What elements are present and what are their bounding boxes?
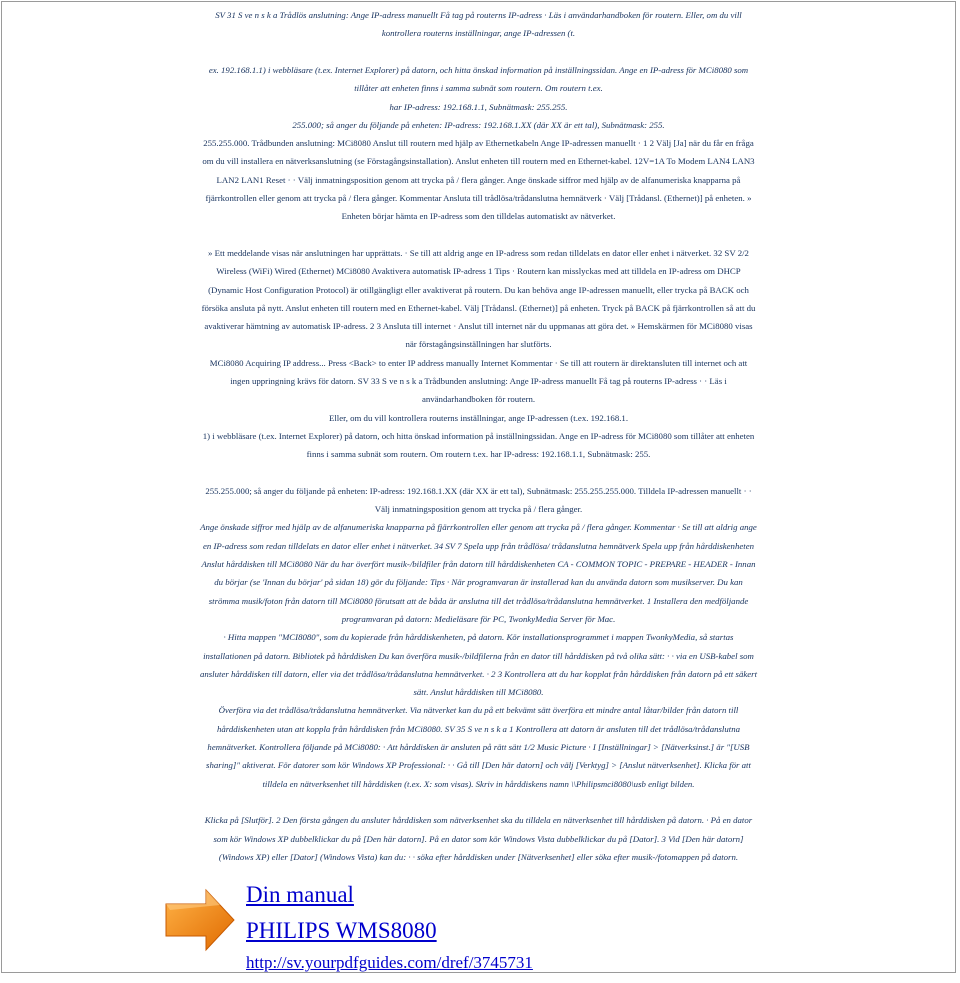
text-line: en IP-adress som redan tilldelats en dator eller enhet i nätverket. 34 SV 7 Spela upp från trådlösa/ trådanslutna hemnätverk Spela upp från hårddiskenheten [202,540,755,551]
text-line: fjärrkontrollen eller genom att trycka på / flera gånger. Kommentar Ansluta till trådlösa/trådanslutna hemnätverk · Välj [Trådansl. (Ethernet)] på enheten. » [205,193,752,203]
text-line: SV 31 S ve n s k a Trådlös anslutning: Ange IP-adress manuellt Få tag på routerns IP-adress · Läs i användarhandboken för routern. Eller, om du vill [215,10,742,20]
text-line: sharing]" aktiverat. För datorer som kör Windows XP Professional: · · Gå till [Den här datorn] och välj [Verktyg] > [Anslut nätverksenhet]. Klicka för att [206,760,751,771]
text-line: Välj inmatningsposition genom att trycka på / flera gånger. [374,504,583,515]
text-line: som kör Windows XP dubbelklickar du på [Den här datorn]. På en dator som kör Windows Vista dubbelklickar du på [Dator]. 3 Vid [Den här datorn] [213,833,744,844]
text-line: om du vill installera en nätverksanslutning (se Förstagångsinstallation). Anslut enheten till routern med en Ethernet-kabel. 12V=1A To Modem LAN4 LAN3 [202,156,755,167]
text-line: strömma musik/foton från datorn till MCi8080 förutsatt att de båda är anslutna till det trådlösa/trådanslutna hemnätverket. 1 Installera den medföljande [208,595,749,606]
text-line: 255.000; så anger du följande på enheten: IP-adress: 192.168.1.XX (där XX är ett tal), Subnätmask: 255. [292,119,665,130]
text-line: MCi8080 Acquiring IP address... Press <Back> to enter IP address manually Internet Kommentar · Se till att routern är direktansluten till internet och att [209,357,748,368]
text-line: installationen på datorn. Bibliotek på hårddisken Du kan överföra musik-/bildfilerna från en dator till hårddisken på två olika sätt: · · via en USB-kabel som [203,650,754,661]
text-line: sätt. Anslut hårddisken till MCi8080. [413,687,544,698]
text-line: 1) i webbläsare (t.ex. Internet Explorer) på datorn, och hitta önskad information på inställningssidan. Ange en IP-adress för MCi8080 som tillåter att enheten [202,430,755,441]
text-line: 255.255.000; så anger du följande på enheten: IP-adress: 192.168.1.XX (där XX är ett tal), Subnätmask: 255.255.255.000. Tilldela IP-adressen manuellt · · [205,485,752,496]
text-line: (Windows XP) eller [Dator] (Windows Vista) kan du: · · söka efter hårddisken under [Nätverksenhet] eller söka efter musik-/fotomappen på datorn. [218,851,739,862]
text-line: hemnätverket. Kontrollera följande på MCi8080: · Att hårddisken är ansluten på rätt sätt 1/2 Music Picture · I [Inställningar] > [Nätverksinst.] är "[USB [207,742,750,752]
text-line: · Hitta mappen "MCI8080", som du kopierade från hårddiskenheten, på datorn. Kör installationsprogrammet i mappen TwonkyMedia, så startas [223,632,734,643]
text-line: ingen uppringning krävs för datorn. SV 33 S ve n s k a Trådbunden anslutning: Ange IP-adress manuellt Få tag på routerns IP-adress · · Läs i [230,376,727,386]
text-line: när förstagångsinställningen har slutförts. [405,339,552,350]
text-line: LAN2 LAN1 Reset · · Välj inmatningsposition genom att trycka på / flera gånger. Ange önskade siffror med hjälp av de alfanumeriska knapparna på [216,174,741,185]
text-line: » Ett meddelande visas när anslutningen har upprättats. · Se till att aldrig ange en IP-adress som redan tilldelats en dator eller enhet i nätverket. 32 SV 2/2 [208,247,749,258]
text-line: Eller, om du vill kontrollera routerns inställningar, ange IP-adressen (t.ex. 192.168.1. [328,412,629,423]
arrow-logo-icon [162,886,238,958]
manual-link[interactable]: Din manual [246,882,354,907]
text-line: avaktiverar hämtning av automatisk IP-adress. 2 3 Ansluta till internet · Anslut till internet när du uppmanas att göra det. » Hemskärmen för MCi8080 visas [204,321,753,332]
text-line: ansluter hårddisken till datorn, eller via det trådlösa/trådanslutna hemnätverket. · 2 3 Kontrollera att du har kopplat från hårddisken från datorn på ett säkert [199,668,758,679]
text-line: Klicka på [Slutför]. 2 Den första gången du ansluter hårddisken som nätverksenhet ska du tilldela en nätverksenhet till hårddisken på datorn. · På en dator [204,815,753,826]
text-line: programvaran på datorn: Medieläsare för PC, TwonkyMedia Server för Mac. [341,613,616,624]
text-line: Anslut hårddisken till MCi8080 När du har överfört musik-/bildfiler från datorn till hårddiskenheten CA - COMMON TOPIC - PREPARE - HEADER - Innan [201,559,756,569]
text-line: (Dynamic Host Configuration Protocol) är otillgängligt eller avaktiverat på routern. Du kan behöva ange IP-adressen manuellt, eller trycka på BACK och [208,284,749,295]
text-line: Wireless (WiFi) Wired (Ethernet) MCi8080 Avaktivera automatisk IP-adress 1 Tips · Routern kan misslyckas med att tilldela en IP-adress om DHCP [216,266,741,277]
text-line: försöka ansluta på nytt. Anslut enheten till routern med en Ethernet-kabel. Välj [Trådansl. (Ethernet)] på enheten. Tryck på BACK på fjärrkontrollen så att du [201,302,756,313]
text-line: finns i samma subnät som routern. Om routern t.ex. har IP-adress: 192.168.1.1, Subnätmask: 255. [306,449,651,460]
text-line: Överföra via det trådlösa/trådanslutna hemnätverket. Via nätverket kan du på ett bekvämt sätt överföra ett mindre antal låtar/bilder från datorn till [218,705,739,716]
text-line: tillåter att enheten finns i samma subnät som routern. Om routern t.ex. [354,83,603,94]
text-line: tilldela en nätverksenhet till hårddisken (t.ex. X: som visas). Skriv in hårddiskens namn \\Philipsmci8080\usb enligt bilden. [262,778,695,789]
text-line: ex. 192.168.1.1) i webbläsare (t.ex. Internet Explorer) på datorn, och hitta önskad information på inställningssidan. Ange en IP-adress för MCi8080 som [208,64,749,75]
text-line: du börjar (se 'Innan du börjar' på sidan 18) gör du följande: Tips · När programvaran är installerad kan du använda datorn som musikserver. Du kan [214,577,743,588]
text-line: 255.255.000. Trådbunden anslutning: MCi8080 Anslut till routern med hjälp av Ethernetkabeln Ange IP-adressen manuellt · 1 2 Välj [Ja] när du får en fråga [203,138,754,149]
product-link[interactable]: PHILIPS WMS8080 [246,918,437,943]
text-line: användarhandboken för routern. [421,394,536,405]
text-line: har IP-adress: 192.168.1.1, Subnätmask: 255.255. [389,101,568,112]
footer-links [246,880,533,974]
text-line: kontrollera routerns inställningar, ange IP-adressen (t. [381,28,576,39]
url-link[interactable]: http://sv.yourpdfguides.com/dref/3745731 [246,953,533,972]
text-line: hårddiskenheten utan att koppla från hårddisken från MCi8080. SV 35 S ve n s k a 1 Kontrollera att datorn är ansluten till det trådlösa/trådanslutna [217,723,740,734]
document-page [1,1,956,973]
text-line: Enheten börjar hämta en IP-adress som den tilldelas automatiskt av nätverket. [341,211,616,222]
text-line: Ange önskade siffror med hjälp av de alfanumeriska knapparna på fjärrkontrollen eller genom att trycka på / flera gånger. Kommentar · Se till att aldrig ange [200,522,757,533]
